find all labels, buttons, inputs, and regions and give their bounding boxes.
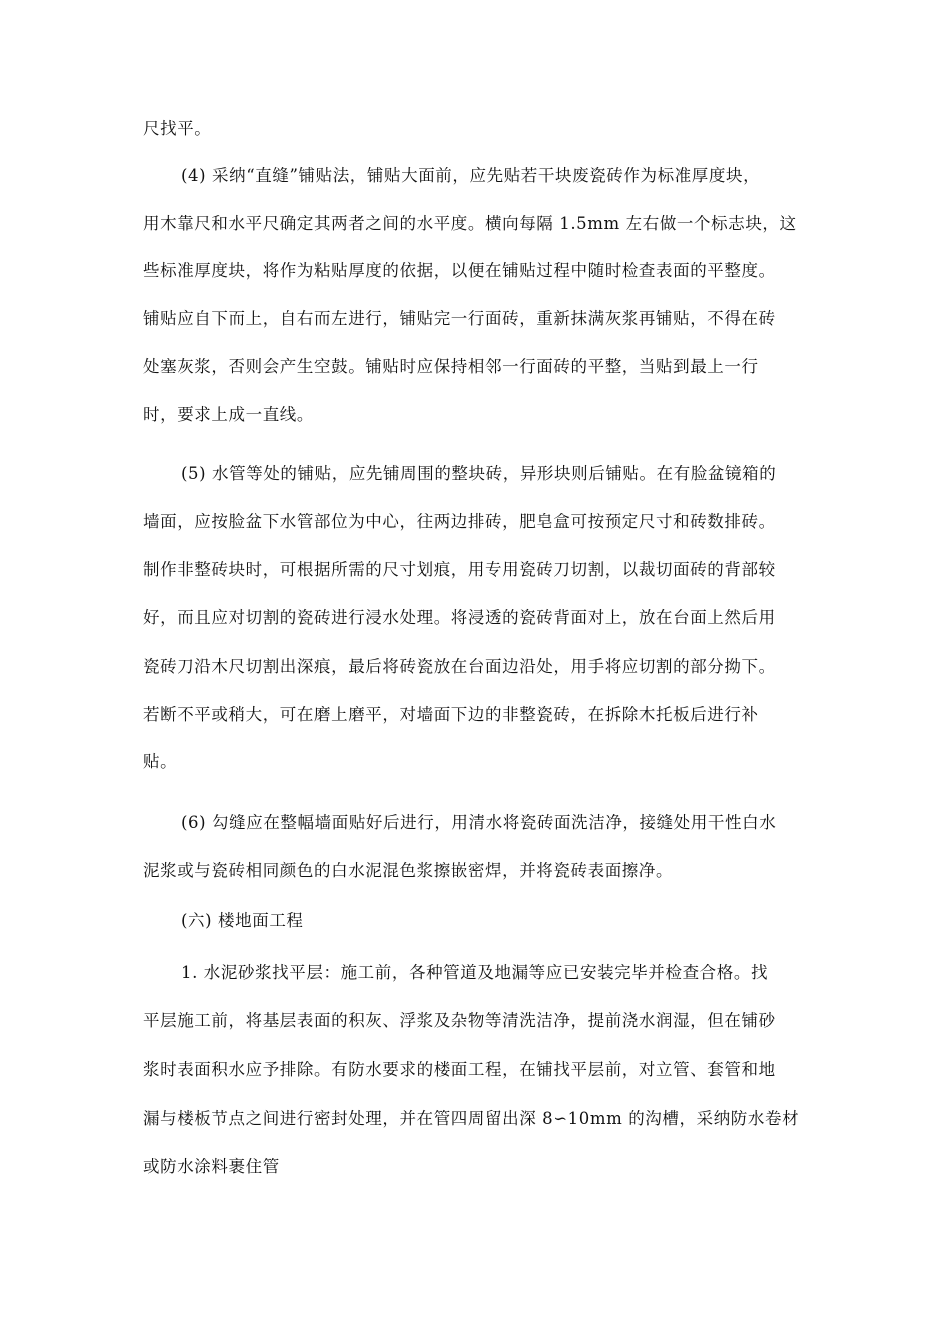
- text-line: 处塞灰浆，否则会产生空鼓。铺贴时应保持相邻一行面砖的平整，当贴到最上一行: [143, 357, 759, 376]
- text-line: (5) 水管等处的铺贴，应先铺周围的整块砖，异形块则后铺贴。在有脸盆镜箱的: [181, 464, 777, 483]
- text-line: 若断不平或稍大，可在磨上磨平，对墙面下边的非整瓷砖，在拆除木托板后进行补: [143, 705, 759, 724]
- text-line: 用木靠尺和水平尺确定其两者之间的水平度。横向每隔 1.5mm 左右做一个标志块，这: [143, 214, 797, 233]
- text-line: (6) 勾缝应在整幅墙面贴好后进行，用清水将瓷砖面洗洁净，接缝处用干性白水: [181, 813, 777, 832]
- text-line: 贴。: [143, 752, 178, 771]
- text-line: (4) 采纳“直缝”铺贴法，铺贴大面前，应先贴若干块废瓷砖作为标准厚度块，: [181, 166, 761, 185]
- text-line: 尺找平。: [143, 119, 212, 138]
- section-heading: (六) 楼地面工程: [181, 911, 304, 930]
- text-line: 或防水涂料裹住管: [143, 1157, 280, 1176]
- text-line: 瓷砖刀沿木尺切割出深痕，最后将砖瓷放在台面边沿处，用手将应切割的部分拗下。: [143, 657, 776, 676]
- text-line: 铺贴应自下而上，自右而左进行，铺贴完一行面砖，重新抹满灰浆再铺贴，不得在砖: [143, 309, 776, 328]
- text-line: 平层施工前，将基层表面的积灰、浮浆及杂物等清洗洁净，提前浇水润湿，但在铺砂: [143, 1011, 776, 1030]
- text-line: 墙面，应按脸盆下水管部位为中心，往两边排砖，肥皂盒可按预定尺寸和砖数排砖。: [143, 512, 776, 531]
- text-line: 时，要求上成一直线。: [143, 405, 314, 424]
- text-line: 漏与楼板节点之间进行密封处理，并在管四周留出深 8∽10mm 的沟槽，采纳防水卷材: [143, 1109, 800, 1128]
- text-line: 些标准厚度块，将作为粘贴厚度的依据，以便在铺贴过程中随时检查表面的平整度。: [143, 261, 776, 280]
- text-line: 1. 水泥砂浆找平层：施工前，各种管道及地漏等应已安装完毕并检查合格。找: [181, 963, 769, 982]
- text-line: 制作非整砖块时，可根据所需的尺寸划痕，用专用瓷砖刀切割，以裁切面砖的背部较: [143, 560, 776, 579]
- text-line: 泥浆或与瓷砖相同颜色的白水泥混色浆擦嵌密焊，并将瓷砖表面擦净。: [143, 861, 674, 880]
- text-line: 好，而且应对切割的瓷砖进行浸水处理。将浸透的瓷砖背面对上，放在台面上然后用: [143, 608, 776, 627]
- text-line: 浆时表面积水应予排除。有防水要求的楼面工程，在铺找平层前，对立管、套管和地: [143, 1060, 776, 1079]
